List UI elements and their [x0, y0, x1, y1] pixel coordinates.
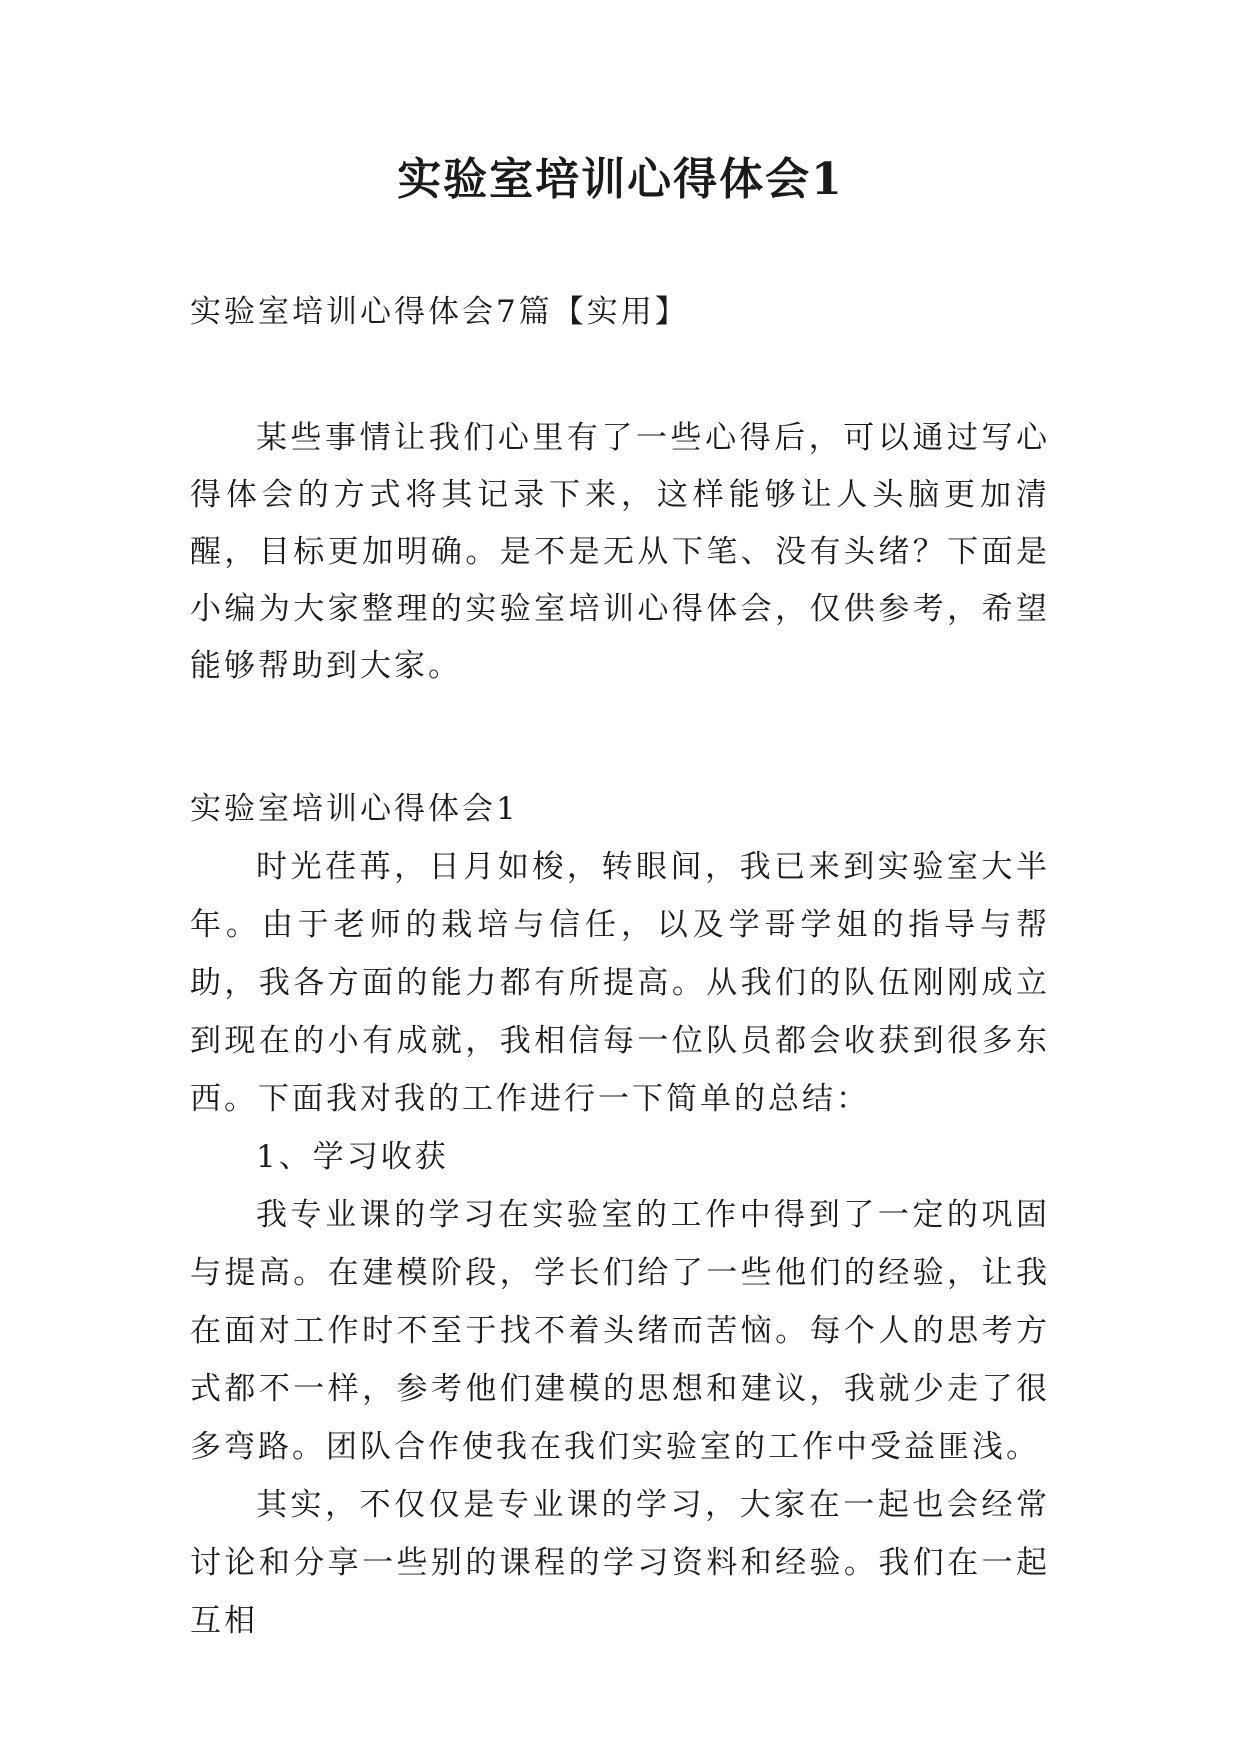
list-item-heading: 1、学习收获 [256, 1139, 449, 1175]
document-title: 实验室培训心得体会1 [397, 154, 844, 205]
intro-paragraph: 某些事情让我们心里有了一些心得后，可以通过写心得体会的方式将其记录下来，这样能够让人头脑更加清醒，目标更加明确。是不是无从下笔、没有头绪？下面是小编为大家整理的实验室培训心得体会，仅供参考，希望能够帮助到大家。 [190, 420, 1050, 684]
section-heading: 实验室培训心得体会1 [190, 791, 519, 827]
document-subtitle: 实验室培训心得体会7篇【实用】 [190, 294, 689, 330]
paragraph: 其实，不仅仅是专业课的学习，大家在一起也会经常讨论和分享一些别的课程的学习资料和经验。我们在一起互相 [190, 1487, 1050, 1639]
section-1 [190, 780, 1050, 1650]
paragraph: 时光荏苒，日月如梭，转眼间，我已来到实验室大半年。由于老师的栽培与信任，以及学哥学姐的指导与帮助，我各方面的能力都有所提高。从我们的队伍刚刚成立到现在的小有成就，我相信每一位队员都会收获到很多东西。下面我对我的工作进行一下简单的总结： [190, 849, 1050, 1117]
paragraph: 我专业课的学习在实验室的工作中得到了一定的巩固与提高。在建模阶段，学长们给了一些他们的经验，让我在面对工作时不至于找不着头绪而苦恼。每个人的思考方式都不一样，参考他们建模的思想和建议，我就少走了很多弯路。团队合作使我在我们实验室的工作中受益匪浅。 [190, 1197, 1050, 1465]
